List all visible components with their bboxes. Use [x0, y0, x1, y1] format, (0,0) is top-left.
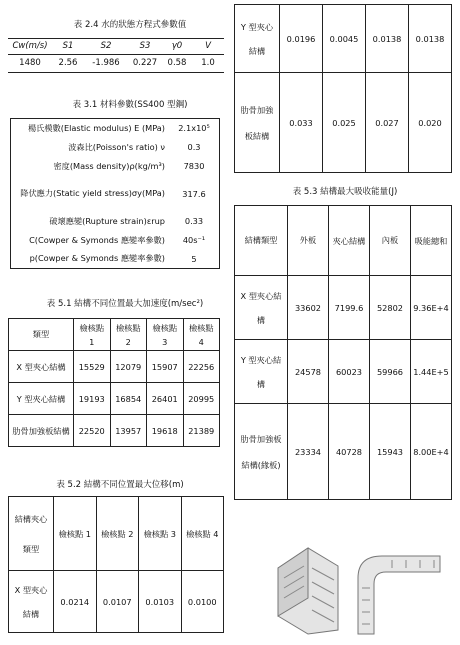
- caption-table-2-4: 表 2.4 水的狀態方程式參數值: [73, 20, 187, 30]
- table-5-2-part-1: [8, 496, 224, 633]
- table-2-4-value-row: [8, 58, 224, 68]
- value-s1: 2.56: [58, 58, 78, 68]
- caption-table-5-1: 表 5.1 結構不同位置最大加速度(m/sec²): [46, 299, 204, 309]
- table-row: C(Cowper & Symonds 應變率參數) 40s⁻¹: [29, 234, 206, 245]
- table-row: 楊氏模數(Elastic modulus) E (MPa) 2.1x10⁵: [28, 122, 210, 134]
- table-row: 密度(Mass density)ρ(kg/m³) 7830: [53, 160, 205, 171]
- table-row: X 型夾心結構 0.0214 0.0107 0.0103 0.0100: [9, 571, 224, 633]
- table-row: Y 型夾心結構 0.0196 0.0045 0.0138 0.0138: [235, 5, 452, 73]
- table-row: X 型夾心結構 15529 12079 15907 22256: [9, 351, 220, 383]
- header-v: V: [205, 41, 211, 51]
- table-5-1: [8, 318, 220, 447]
- table-5-2-part-2: [234, 4, 452, 173]
- value-v: 1.0: [201, 58, 215, 68]
- table-2-4-top-rule: [8, 38, 224, 39]
- table-2-4-bottom-rule: [8, 72, 224, 73]
- table-row: X 型夾心結構 33602 7199.6 52802 9.36E+4: [235, 276, 452, 340]
- table-2-4-mid-rule: [8, 54, 224, 55]
- table-header-row: 結構夾心類型 檢核點 1 檢核點 2 檢核點 3 檢核點 4: [9, 497, 224, 571]
- table-row: p(Cowper & Symonds 應變率參數) 5: [29, 253, 197, 264]
- table-row: Y 型夾心結構 24578 60023 59966 1.44E+5: [235, 340, 452, 404]
- header-cw: Cw(m/s): [12, 41, 48, 51]
- table-header-row: 類型 檢核點 1 檢核點 2 檢核點 3 檢核點 4: [9, 319, 220, 351]
- table-header-row: 結構類型 外板 夾心結構 內板 吸能總和: [235, 206, 452, 276]
- table-3-1: [10, 118, 220, 269]
- value-s3: 0.227: [132, 58, 158, 68]
- table-row: 肋骨加強板結構 22520 13957 19618 21389: [9, 415, 220, 447]
- table-row: 波森比(Poisson's ratio) ν 0.3: [68, 141, 201, 152]
- ribbed-structure-illustration-right: [352, 548, 444, 638]
- header-gamma0: γ0: [171, 41, 183, 51]
- table-row: 肋骨加強板結構(緣板) 23334 40728 15943 8.00E+4: [235, 404, 452, 500]
- table-5-3: [234, 205, 452, 500]
- caption-table-5-2: 表 5.2 結構不同位置最大位移(m): [56, 480, 184, 490]
- value-gamma0: 0.58: [167, 58, 187, 68]
- corrugated-structure-illustration-left: [272, 538, 344, 638]
- table-2-4-header-row: [8, 41, 224, 51]
- caption-table-3-1: 表 3.1 材料參數(SS400 型鋼): [72, 100, 188, 110]
- table-row: Y 型夾心結構 19193 16854 26401 20995: [9, 383, 220, 415]
- table-row: 降伏應力(Static yield stress)σy(MPa) 317.6: [20, 188, 206, 199]
- caption-table-5-3: 表 5.3 結構最大吸收能量(J): [292, 187, 398, 197]
- value-s2: -1.986: [92, 58, 120, 68]
- header-s3: S3: [139, 41, 151, 51]
- table-row: 肋骨加強板結構 0.033 0.025 0.027 0.020: [235, 73, 452, 173]
- header-s1: S1: [62, 41, 74, 51]
- table-row: 破壞應變(Rupture strain)εrup 0.33: [49, 215, 204, 226]
- header-s2: S2: [100, 41, 112, 51]
- value-cw: 1480: [19, 58, 41, 68]
